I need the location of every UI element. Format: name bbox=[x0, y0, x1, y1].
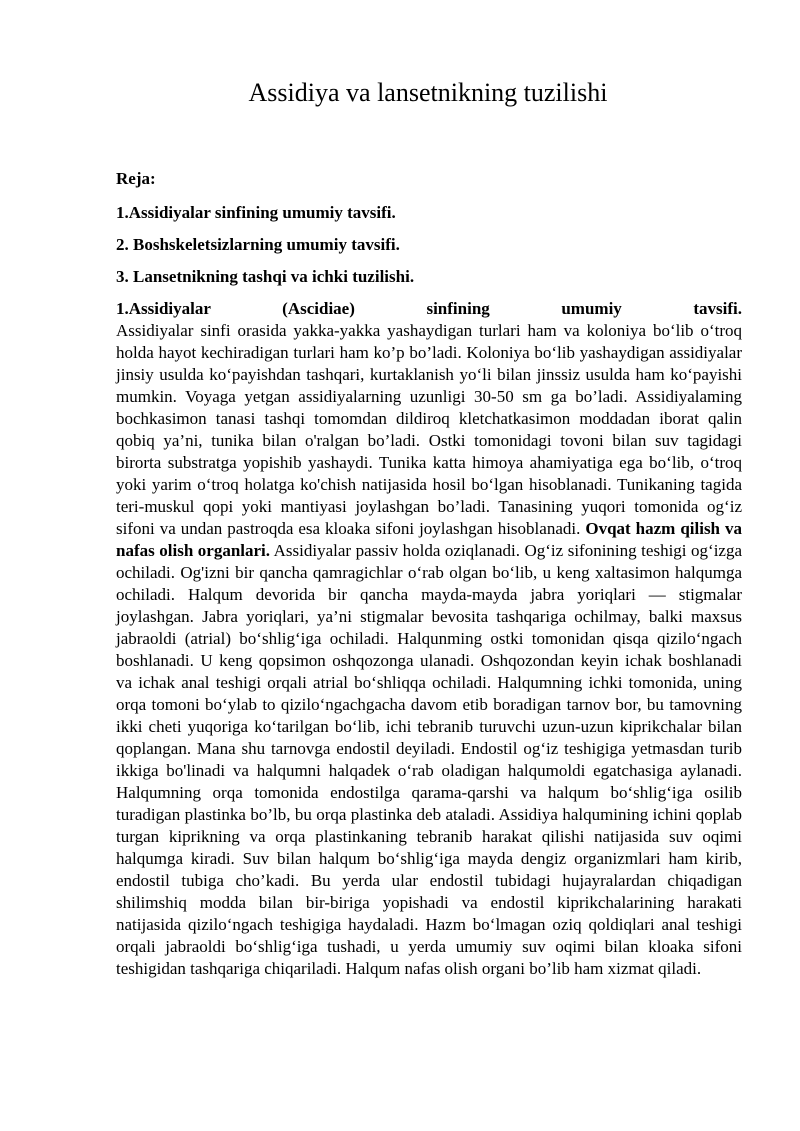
section-1-paragraph bbox=[116, 298, 742, 980]
section-1-heading: 1.Assidiyalar (Ascidiae) sinfining umumiy tavsifi. bbox=[116, 299, 742, 318]
document-body bbox=[116, 168, 742, 980]
plan-heading: Reja: bbox=[116, 169, 156, 188]
digestion-text-continued: Jabra yoriqlari, ya’ni stigmalar bevosita tashqariga ochilmay, balki maxsus jabraoldi (atrial) bo‘shlig‘iga ochiladi. Halqunming ostki tomonidan qisqa qizilo‘ngach boshlanadi. U keng qopsimon oshqozonga ulanadi. Oshqozondan keyin ichak boshlanadi va ichak anal teshigi orqali atrial bo‘shliqqa ochiladi. Halqumning ichki tomonida, uning orqa tomoni bo‘ylab to qizilo‘ngachgacha davom etib boradigan tarnov bor, bu tamovning ikki cheti yuqoriga ko‘tarilgan bo‘lib, ichi tebranib turuvchi uzun-uzun kiprikchalar bilan qoplangan. Mana shu tarnovga endostil deyiladi. Endostil og‘iz teshigiga yetmasdan turib ikkiga bo'linadi va halqumni halqadek o‘rab oladigan halqumoldi egatchasiga aylanadi. Halqumning orqa tomonida endostilga qarama-qarshi va halqum bo‘shlig‘iga osilib turadigan plastinka bo’lb, bu orqa plastinka deb ataladi. Assidiya halqumining ichini qoplab turgan kiprikning va orqa plastinkaning tebranib harakat qilishi natijasida suv oqimi halqumga kiradi. Suv bilan halqum bo‘shlig‘iga mayda dengiz organizmlari ham kirib, endostil tubiga cho’kadi. Bu yerda ular endostil tubidagi hujayralardan chiqadigan shilimshiq modda bilan bir-biriga yopishadi va endostil kiprikchalarining harakati natijasida qizilo‘ngach teshigiga haydaladi. Hazm bo‘lmagan oziq qoldiqlari anal teshigi orqali jabraoldi bo‘shlig‘iga tushadi, u yerda umumiy suv oqimi bilan kloaka sifoni teshigidan tashqariga chiqariladi. Halqum nafas olish organi bo’lib ham xizmat qiladi. bbox=[116, 607, 742, 978]
section-1-text: Assidiyalar sinfi orasida yakka-yakka yashaydigan turlari ham va koloniya bo‘lib o‘troq holda hayot kechiradigan turlari ham ko’p bo’ladi. Koloniya bo‘lib yashaydigan assidiyalar jinsiy usulda ko‘payishdan tashqari, kurtaklanish yo‘li bilan jinssiz usulda ham ko‘payishi mumkin. Voyaga yetgan assidiyalarning uzunligi 30-50 sm ga bo’ladi. Assidiyalaming bochkasimon tanasi tashqi tomomdan dildiroq kletchatkasimon moddadan iborat qalin qobiq ya’ni, tunika bilan o'ralgan bo’ladi. Ostki tomonidagi tovoni bilan suv tagidagi birorta substratga yopishib yashaydi. Tunika katta himoya ahamiyatiga ega bo‘lib, o‘troq yoki yarim o‘troq holatga ko'chish natijasida hosil bo‘lgan hisoblanadi. Tunikaning tagida teri-muskul qopi yoki mantiyasi joylashgan bo’ladi. Tanasining yuqori tomonida og‘iz sifoni va undan pastroqda esa kloaka sifoni joylashgan hisoblanadi. bbox=[116, 321, 742, 538]
digestion-subheading: Ovqat hazm qilish va nafas olish organlari. bbox=[116, 519, 743, 560]
digestion-text: Assidiyalar passiv holda oziqlanadi. Og‘iz sifonining teshigi og‘izga ochiladi. Og'izni bir qancha qamragichlar o‘rab olgan bo‘lib, u keng xaltasimon halqumga ochiladi. Halqum devorida bir qancha mayda-mayda jabra yoriqlari — stigmalar joylashgan. bbox=[116, 541, 743, 626]
plan-item-2: 2. Boshskeletsizlarning umumiy tavsifi. bbox=[116, 235, 400, 254]
plan-item-3: 3. Lansetnikning tashqi va ichki tuzilishi. bbox=[116, 267, 415, 286]
page-title: Assidiya va lansetnikning tuzilishi bbox=[248, 78, 608, 107]
plan-item-1: 1.Assidiyalar sinfining umumiy tavsifi. bbox=[116, 203, 396, 222]
